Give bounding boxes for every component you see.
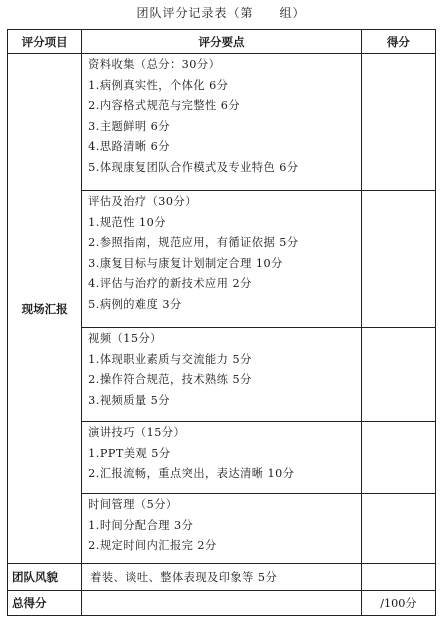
criteria-item: 2.操作符合规范，技术熟练 5分 — [88, 373, 252, 386]
section-heading: 演讲技巧（15分） — [88, 426, 186, 439]
score-cell[interactable] — [361, 494, 435, 564]
criteria-item: 1.规范性 10分 — [88, 215, 166, 229]
criteria-item: 2.参照指南，规范应用，有循证依据 5分 — [88, 236, 299, 249]
criteria-item: 3.视频质量 5分 — [88, 393, 170, 407]
team-row — [8, 564, 436, 591]
score-table — [7, 29, 436, 616]
section-presentation — [82, 422, 362, 494]
section-heading: 视频（15分） — [88, 332, 162, 345]
total-label: 总得分 — [8, 591, 82, 616]
score-cell[interactable] — [361, 54, 435, 191]
section-heading: 资料收集（总分：30分） — [88, 58, 221, 71]
criteria-item: 2.内容格式规范与完整性 6分 — [88, 99, 241, 112]
criteria-item: 4.评估与治疗的新技术应用 2分 — [88, 277, 252, 290]
onsite-label: 现场汇报 — [8, 54, 82, 564]
criteria-item: 4.思路清晰 6分 — [88, 140, 170, 153]
section-heading: 评估及治疗（30分） — [88, 195, 197, 208]
header-points: 评分要点 — [82, 30, 362, 54]
header-item: 评分项目 — [8, 30, 82, 54]
total-empty — [82, 591, 362, 616]
score-cell[interactable] — [361, 191, 435, 328]
team-criteria: 着装、谈吐、整体表现及印象等 5分 — [82, 564, 362, 591]
criteria-item: 5.病例的难度 3分 — [88, 297, 182, 311]
score-cell[interactable] — [361, 422, 435, 494]
criteria-item: 1.体现职业素质与交流能力 5分 — [88, 352, 252, 366]
criteria-item: 2.规定时间内汇报完 2分 — [88, 539, 217, 552]
section-data-collection — [82, 54, 362, 191]
section-time — [82, 494, 362, 564]
criteria-item: 3.主题鲜明 6分 — [88, 119, 170, 133]
criteria-item: 5.体现康复团队合作模式及专业特色 6分 — [88, 160, 299, 174]
section-video — [82, 328, 362, 422]
team-label: 团队风貌 — [8, 564, 82, 591]
section-row — [8, 54, 436, 191]
criteria-item: 1.时间分配合理 3分 — [88, 518, 194, 532]
score-cell[interactable] — [361, 328, 435, 422]
total-score[interactable]: /100分 — [361, 591, 435, 616]
criteria-item: 3.康复目标与康复计划制定合理 10分 — [88, 256, 283, 270]
criteria-item: 1.病例真实性，个体化 6分 — [88, 78, 229, 92]
total-row — [8, 591, 436, 616]
header-row — [8, 30, 436, 54]
section-heading: 时间管理（5分） — [88, 498, 178, 511]
section-assessment — [82, 191, 362, 328]
header-score: 得分 — [361, 30, 435, 54]
criteria-item: 1.PPT美观 5分 — [88, 446, 171, 460]
criteria-item: 2.汇报流畅，重点突出，表达清晰 10分 — [88, 467, 295, 480]
score-cell[interactable] — [361, 564, 435, 591]
page-title: 团队评分记录表（第 组） — [136, 6, 306, 20]
